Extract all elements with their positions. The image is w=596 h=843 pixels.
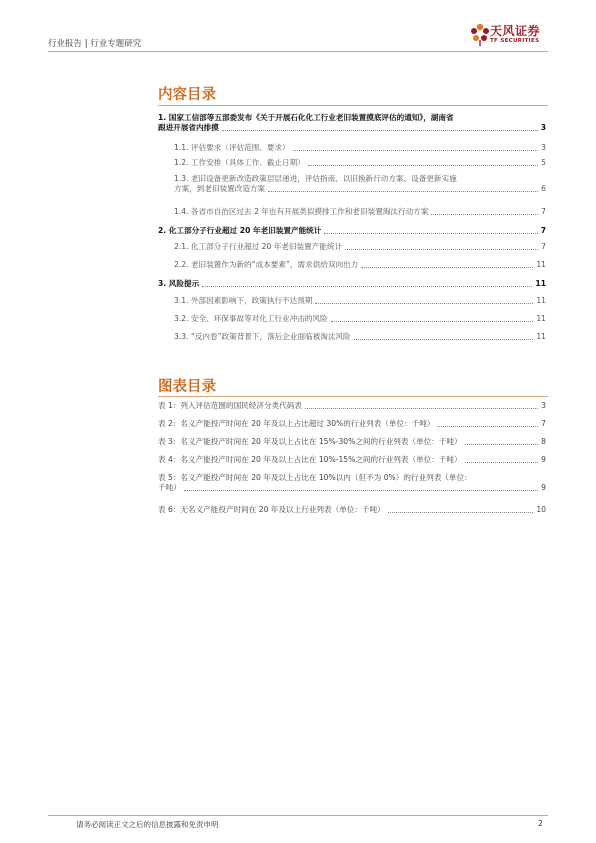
toc-entry-text: 2.1. 化工部分子行业超过 20 年老旧装置产能统计 <box>174 242 343 251</box>
leader-dots <box>354 339 534 340</box>
leader-dots <box>222 130 538 131</box>
toc-entry-3-2[interactable] <box>158 314 546 324</box>
leader-dots <box>202 286 532 287</box>
leader-dots <box>345 249 538 250</box>
logo-brand-text: 天风证券 <box>490 24 541 38</box>
toc-page-number: 3 <box>540 123 546 132</box>
toc-entry-text: 1.3. 老旧设备更新改造政策层层递进，评估指南、以旧换新行动方案、设备更新实施 <box>174 174 457 183</box>
company-logo <box>470 20 562 50</box>
toc-entry-2[interactable] <box>158 226 546 236</box>
figure-page-number: 3 <box>541 401 546 410</box>
toc-page-number: 11 <box>536 296 546 305</box>
figure-entry-text: 千吨） <box>158 483 181 492</box>
leader-dots <box>184 490 538 491</box>
toc-entry-text: 3.1. 外部因素影响下，政策执行不达预期 <box>174 296 313 305</box>
figure-page-number: 9 <box>541 455 546 464</box>
figure-page-number: 9 <box>541 483 546 492</box>
toc-title-rule <box>158 105 548 106</box>
figure-entry[interactable] <box>158 437 546 447</box>
figure-entry-text: 表 5：名义产能投产时间在 20 年及以上占比在 10%以内（但不为 0%）的行业列表（单位： <box>158 473 472 482</box>
toc-entry-2-1[interactable] <box>158 242 546 252</box>
leader-dots <box>388 512 534 513</box>
leader-dots <box>465 444 539 445</box>
leader-dots <box>437 426 538 427</box>
header-rule <box>48 51 548 52</box>
toc-entry-3-3[interactable] <box>158 332 546 342</box>
figure-entry-text: 表 6：无名义产能投产时间在 20 年及以上行业列表（单位：千吨） <box>158 505 385 514</box>
toc-page-number: 5 <box>541 158 546 167</box>
toc-entry-text: 3. 风险提示 <box>158 279 200 288</box>
leader-dots <box>331 321 534 322</box>
figure-entry-text: 表 4：名义产能投产时间在 20 年及以上占比在 10%-15%之间的行业列表（单位：千吨） <box>158 455 462 464</box>
logo-sub-text: TF SECURITIES <box>490 38 540 44</box>
toc-page-number: 7 <box>541 207 546 216</box>
figures-title-rule <box>158 396 548 397</box>
figure-entry-text: 表 2：名义产能投产时间在 20 年及以上占比超过 30%的行业列表（单位：千吨） <box>158 419 435 428</box>
toc-page-number: 11 <box>536 260 546 269</box>
figure-entry[interactable] <box>158 401 546 411</box>
toc-entry-text: 1.2. 工作安排（具体工作、截止日期） <box>174 158 305 167</box>
toc-entry-text: 1. 国家工信部等五部委发布《关于开展石化化工行业老旧装置摸底评估的通知》，湖南省 <box>158 113 454 122</box>
header-tag: 行业报告 | 行业专题研究 <box>48 39 142 49</box>
toc-entry-text: 3.3. “反内卷”政策背景下，落后企业面临被淘汰风险 <box>174 332 351 341</box>
figure-entry-text: 表 3：名义产能投产时间在 20 年及以上占比在 15%-30%之间的行业列表（单位：千吨） <box>158 437 462 446</box>
toc-entry-text: 2. 化工部分子行业超过 20 年老旧装置产能统计 <box>158 226 322 235</box>
leader-dots <box>361 267 533 268</box>
leader-dots <box>324 233 537 234</box>
figure-page-number: 10 <box>536 505 546 514</box>
toc-page-number: 7 <box>540 226 546 235</box>
toc-entry-text: 方案，到老旧装置改造方案 <box>174 184 266 193</box>
toc-entry-1-3[interactable] <box>158 174 546 194</box>
toc-page-number: 7 <box>541 242 546 251</box>
toc-entry-text: 1.1. 评估要求（评估范围、要求） <box>174 143 290 152</box>
toc-entry-text: 跟进开展省内排摸 <box>158 123 219 132</box>
toc-entry-1[interactable] <box>158 113 546 133</box>
figures-title: 图表目录 <box>158 379 216 395</box>
toc-entry-2-2[interactable] <box>158 260 546 270</box>
leader-dots <box>268 191 538 192</box>
figure-entry[interactable] <box>158 505 546 515</box>
toc-entry-3[interactable] <box>158 279 546 289</box>
toc-page-number: 11 <box>536 332 546 341</box>
toc-page-number: 6 <box>541 184 546 193</box>
leader-dots <box>465 462 539 463</box>
toc-entry-1-2[interactable] <box>158 158 546 168</box>
toc-entry-text: 1.4. 各省市自治区过去 2 年也有开展类似摸排工作和老旧装置淘汰行动方案 <box>174 207 429 216</box>
footer-disclaimer: 请务必阅读正文之后的信息披露和免责申明 <box>76 820 219 829</box>
figure-entry[interactable] <box>158 473 546 493</box>
toc-entry-3-1[interactable] <box>158 296 546 306</box>
figure-page-number: 7 <box>541 419 546 428</box>
leader-dots <box>431 214 538 215</box>
toc-entry-text: 2.2. 老旧装置作为新的“成本要素”，需求供给双向出力 <box>174 260 359 269</box>
toc-title: 内容目录 <box>158 87 216 103</box>
figure-entry[interactable] <box>158 455 546 465</box>
leader-dots <box>293 150 539 151</box>
footer-page-number: 2 <box>538 819 543 828</box>
flower-logo-icon <box>470 22 490 46</box>
toc-page-number: 11 <box>536 314 546 323</box>
toc-entry-1-1[interactable] <box>158 143 546 153</box>
toc-page-number: 11 <box>535 279 546 288</box>
leader-dots <box>308 165 538 166</box>
figure-entry-text: 表 1：列入评估范围的国民经济分类代码表 <box>158 401 302 410</box>
toc-entry-1-4[interactable] <box>158 207 546 217</box>
leader-dots <box>315 303 533 304</box>
toc-page-number: 3 <box>541 143 546 152</box>
footer-rule <box>48 815 548 816</box>
figure-entry[interactable] <box>158 419 546 429</box>
leader-dots <box>305 408 538 409</box>
toc-entry-text: 3.2. 安全、环保事故等对化工行业冲击的风险 <box>174 314 328 323</box>
figure-page-number: 8 <box>541 437 546 446</box>
